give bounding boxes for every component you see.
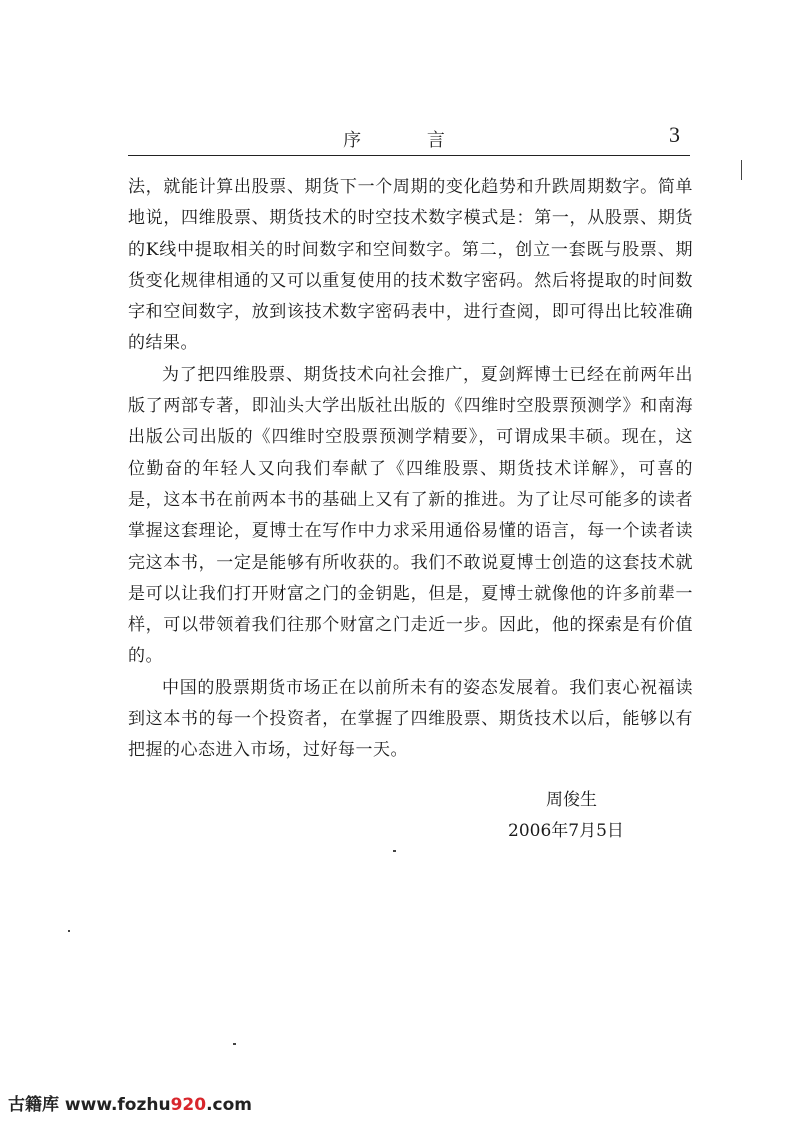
scan-speck xyxy=(68,930,70,932)
watermark-number: 920 xyxy=(170,1095,207,1115)
page-header xyxy=(128,122,690,154)
scan-speck xyxy=(393,850,396,852)
paragraph-continued: 法，就能计算出股票、期货下一个周期的变化趋势和升跌周期数字。简单地说，四维股票、期货技术的时空技术数字模式是：第一，从股票、期货的K线中提取相关的时间数字和空间数字。第二，创立一套既与股票、期货变化规律相通的又可以重复使用的技术数字密码。然后将提取的时间数字和空间数字，放到该技术数字密码表中，进行查阅，即可得出比较准确的结果。 xyxy=(128,177,693,354)
watermark-prefix: 古籍库 www.fozhu xyxy=(8,1095,171,1115)
signature-date: 2006年7月5日 xyxy=(508,821,624,841)
page-number: 3 xyxy=(669,122,680,147)
chapter-title: 序 言 xyxy=(343,130,475,151)
scan-speck xyxy=(741,160,742,180)
paragraph: 为了把四维股票、期货技术向社会推广，夏剑辉博士已经在前两年出版了两部专著，即汕头大学出版社出版的《四维时空股票预测学》和南海出版公司出版的《四维时空股票预测学精要》，可谓成果丰硕。现在，这位勤奋的年轻人又向我们奉献了《四维股票、期货技术详解》，可喜的是，这本书在前两本书的基础上又有了新的推进。为了让尽可能多的读者掌握这套理论，夏博士在写作中力求采用通俗易懂的语言，每一个读者读完这本书，一定是能够有所收获的。我们不敢说夏博士创造的这套技术就是可以让我们打开财富之门的金钥匙，但是，夏博士就像他的许多前辈一样，可以带领着我们往那个财富之门走近一步。因此，他的探索是有价值的。 xyxy=(128,364,693,667)
site-watermark xyxy=(8,1090,252,1115)
scan-speck xyxy=(233,1043,236,1045)
preface-body xyxy=(128,172,693,767)
header-divider xyxy=(128,155,690,156)
paragraph: 中国的股票期货市场正在以前所未有的姿态发展着。我们衷心祝福读到这本书的每一个投资者，在掌握了四维股票、期货技术以后，能够以有把握的心态进入市场，过好每一天。 xyxy=(128,677,693,761)
author-name: 周俊生 xyxy=(546,790,597,810)
watermark-suffix: .com xyxy=(206,1095,253,1115)
signature-block xyxy=(508,785,624,847)
